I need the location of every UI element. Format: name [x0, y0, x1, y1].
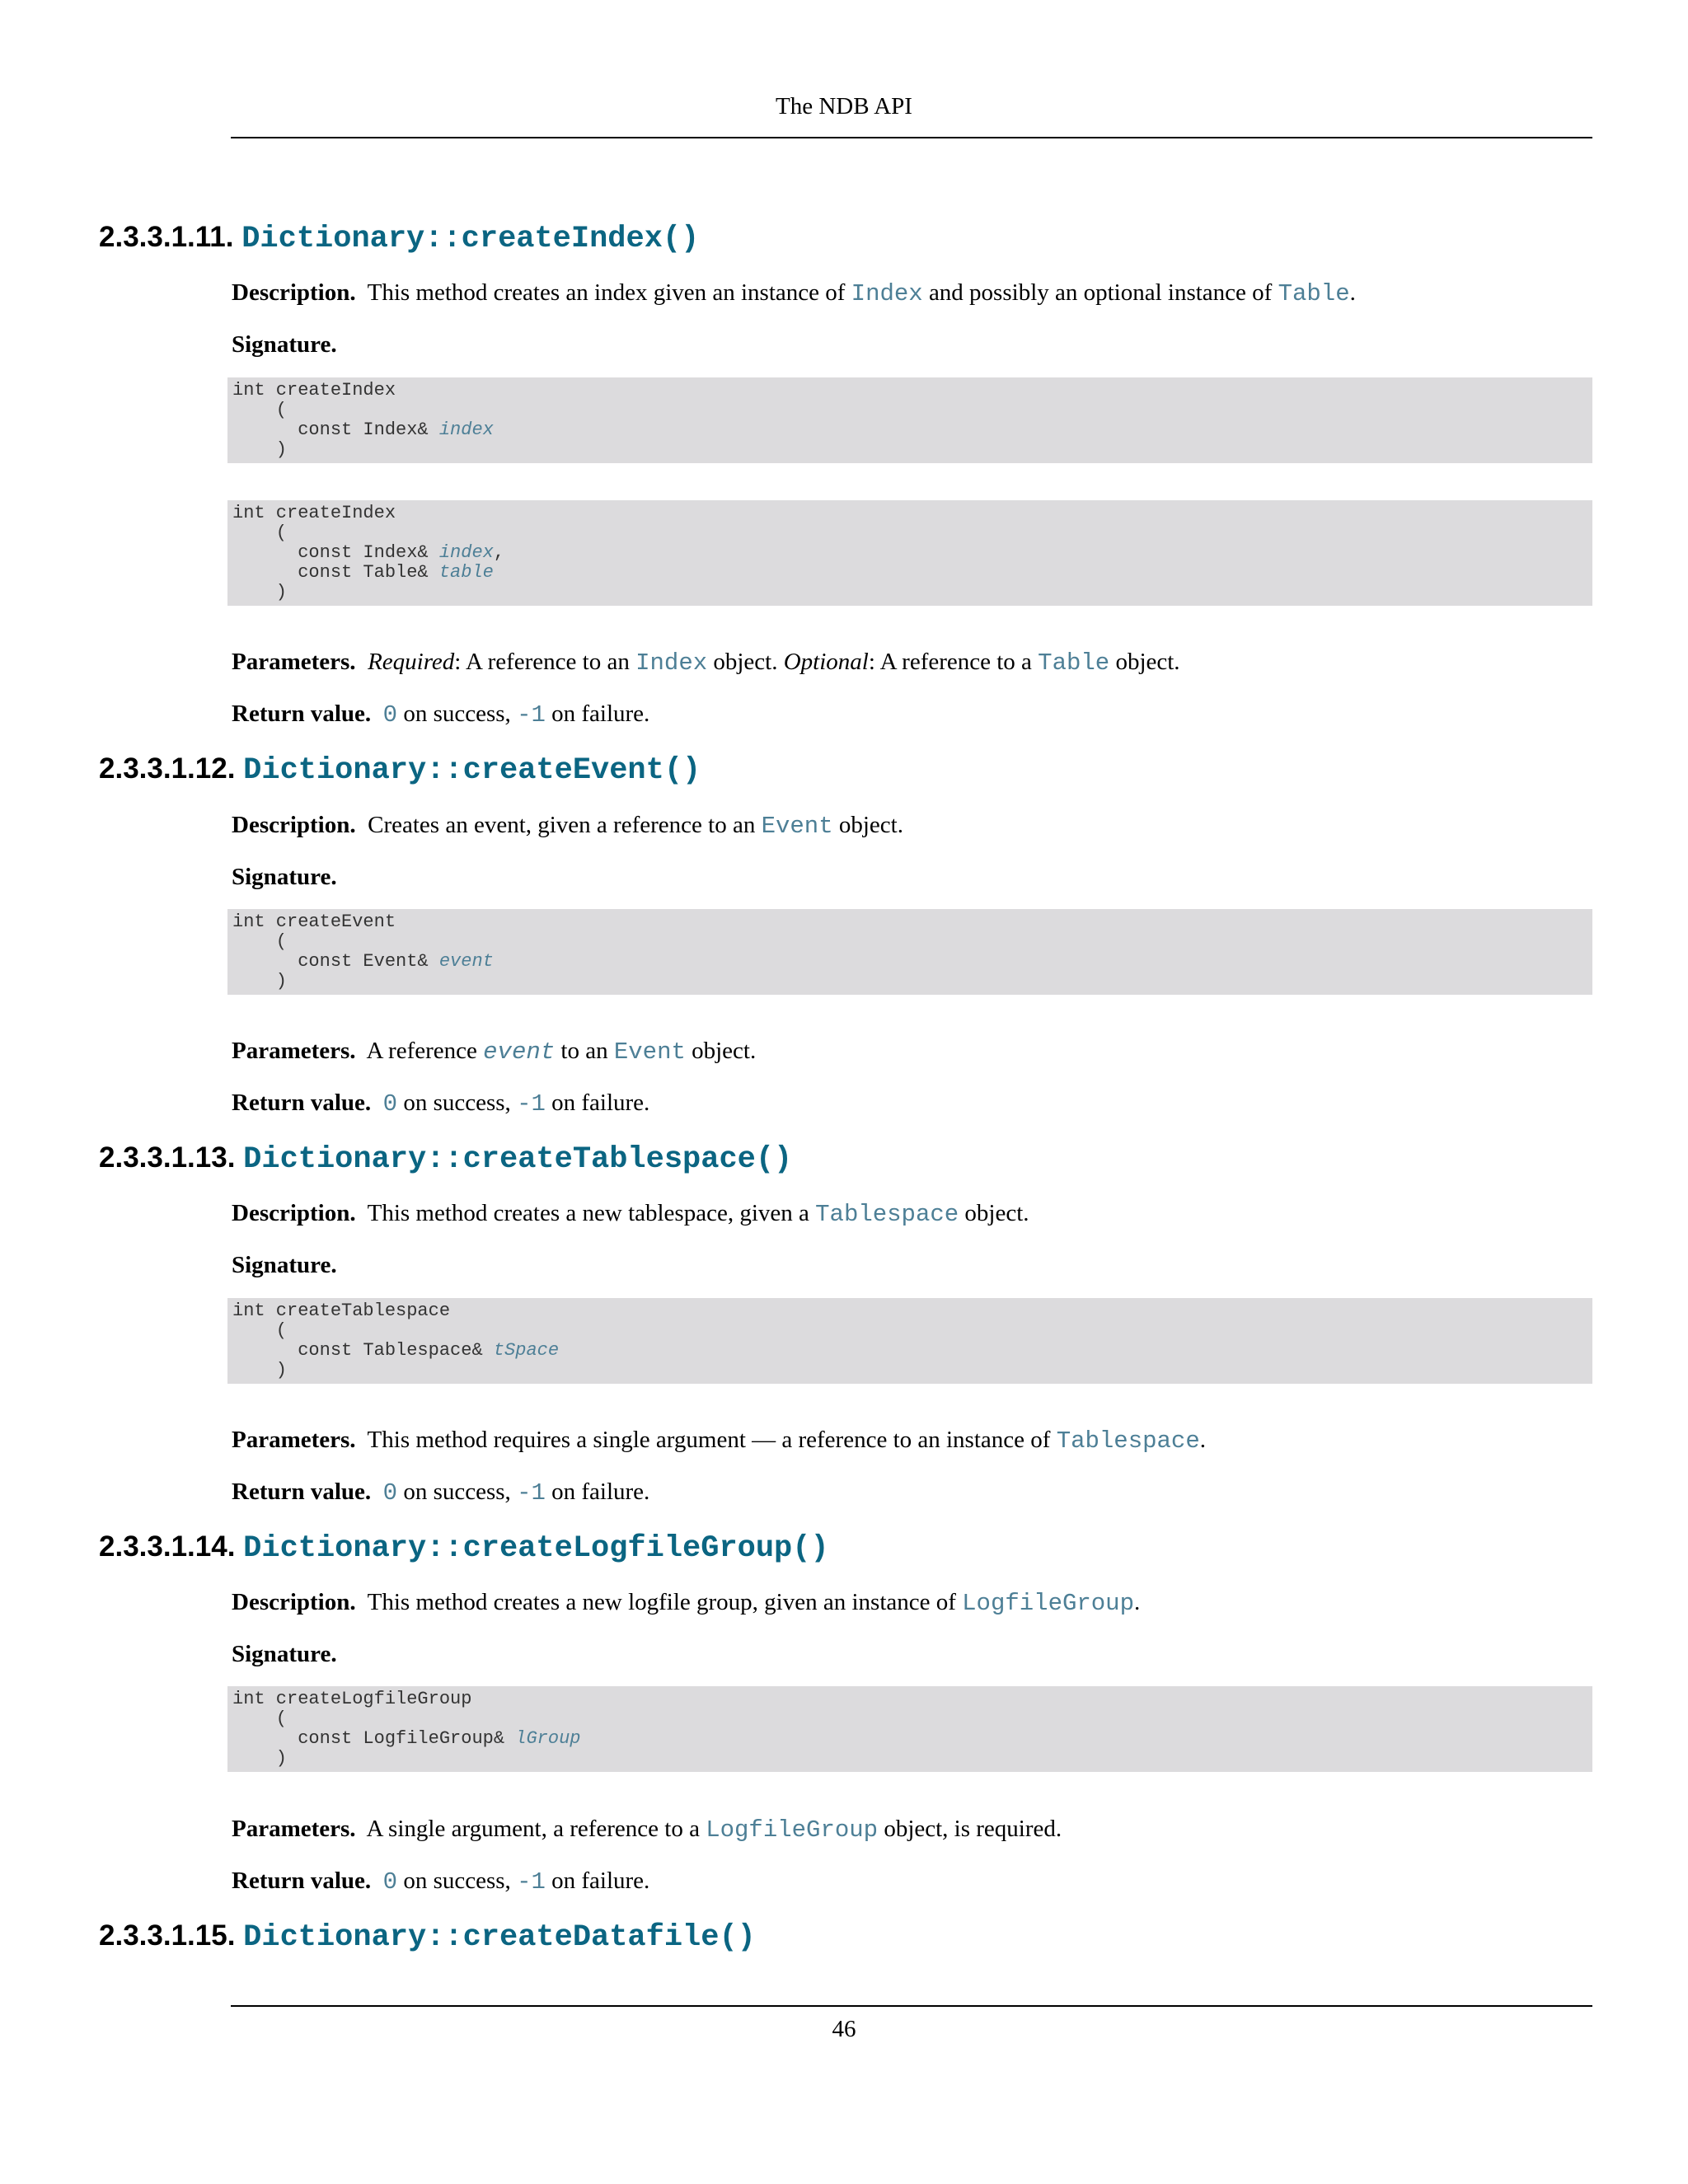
header-rule — [231, 137, 1592, 138]
section-heading-create-event — [99, 754, 701, 786]
tablespace-link[interactable]: Tablespace — [1056, 1427, 1200, 1455]
literal-zero: 0 — [382, 1479, 398, 1507]
parameters-paragraph — [232, 1815, 1062, 1845]
code-line: const Index& — [232, 542, 439, 563]
event-link[interactable]: Event — [761, 813, 833, 840]
param-name: lGroup — [515, 1728, 581, 1749]
text: on failure. — [545, 1868, 650, 1894]
code-line: ( — [232, 1320, 288, 1341]
text: object. — [707, 649, 784, 675]
section-heading-create-index — [99, 223, 699, 255]
text: object. — [1109, 649, 1180, 675]
code-line: const Table& — [232, 562, 439, 583]
literal-neg-one: -1 — [517, 1479, 546, 1507]
literal-zero: 0 — [382, 701, 398, 729]
text: Creates an event, given a reference to an — [368, 812, 762, 838]
return-value-label: Return value. — [232, 1479, 372, 1505]
return-value-paragraph — [232, 1089, 649, 1119]
code-line: ) — [232, 971, 288, 991]
return-value-paragraph — [232, 1867, 649, 1897]
parameters-label: Parameters. — [232, 1427, 356, 1453]
code-line: int createEvent — [232, 912, 396, 932]
code-line: ) — [232, 1360, 288, 1380]
text: on success, — [397, 1479, 518, 1505]
logfile-group-link[interactable]: LogfileGroup — [706, 1816, 879, 1844]
literal-neg-one: -1 — [517, 1868, 546, 1896]
parameters-label: Parameters. — [232, 1816, 356, 1842]
section-number: 2.3.3.1.15. — [99, 1919, 236, 1952]
code-line: const Event& — [232, 951, 439, 972]
section-number: 2.3.3.1.11. — [99, 221, 234, 253]
text: This method creates a new logfile group, given an instance of — [367, 1589, 963, 1615]
tablespace-link[interactable]: Tablespace — [815, 1201, 959, 1228]
parameters-label: Parameters. — [232, 1038, 356, 1064]
description-label: Description. — [232, 1200, 356, 1226]
return-value-label: Return value. — [232, 1090, 372, 1116]
code-line: ( — [232, 523, 288, 543]
code-line: ) — [232, 1748, 288, 1769]
param-name: event — [483, 1038, 556, 1066]
section-code-name: Dictionary::createTablespace() — [243, 1142, 793, 1177]
signature-block — [227, 1298, 1592, 1384]
table-link[interactable]: Table — [1278, 280, 1350, 307]
text: on success, — [397, 1868, 518, 1894]
code-line: ( — [232, 1708, 288, 1729]
text: This method creates an index given an instance of — [367, 279, 851, 306]
text: object, is required. — [878, 1816, 1062, 1842]
index-link[interactable]: Index — [635, 649, 708, 677]
description-paragraph — [232, 1199, 1029, 1230]
code-line: ) — [232, 582, 288, 602]
text: on failure. — [545, 1479, 650, 1505]
event-link[interactable]: Event — [613, 1038, 686, 1066]
description-paragraph — [232, 811, 903, 841]
index-link[interactable]: Index — [851, 280, 923, 307]
text: on success, — [397, 701, 518, 727]
code-line: const LogfileGroup& — [232, 1728, 516, 1749]
description-label: Description. — [232, 812, 356, 838]
signature-block — [227, 909, 1592, 995]
param-name: index — [438, 419, 494, 440]
section-heading-create-datafile — [99, 1921, 756, 1953]
text: . — [1134, 1589, 1141, 1615]
signature-block — [227, 377, 1592, 463]
code-line: int createIndex — [232, 503, 396, 523]
section-number: 2.3.3.1.12. — [99, 752, 236, 785]
text: . — [1349, 279, 1356, 306]
text: object. — [685, 1038, 757, 1064]
parameters-label: Parameters. — [232, 649, 356, 675]
text: A single argument, a reference to a — [366, 1816, 706, 1842]
page-number: 46 — [832, 2016, 856, 2042]
description-label: Description. — [232, 1589, 356, 1615]
signature-label — [232, 1640, 337, 1669]
parameters-paragraph — [232, 1037, 756, 1067]
text: : A reference to an — [454, 649, 636, 675]
parameters-paragraph — [232, 648, 1180, 678]
code-line: const Index& — [232, 419, 439, 440]
section-code-name: Dictionary::createEvent() — [243, 753, 701, 788]
signature-label — [232, 1251, 337, 1280]
logfile-group-link[interactable]: LogfileGroup — [962, 1590, 1134, 1617]
code-line: , — [493, 542, 505, 563]
return-value-paragraph — [232, 1478, 649, 1508]
text: to an — [555, 1038, 614, 1064]
signature-label — [232, 330, 337, 359]
param-name: table — [438, 562, 494, 583]
code-line: int createTablespace — [232, 1301, 451, 1321]
text: on failure. — [545, 701, 650, 727]
code-line: int createIndex — [232, 380, 396, 401]
text: Optional — [783, 649, 869, 675]
section-heading-create-logfile-group — [99, 1532, 829, 1564]
parameters-paragraph — [232, 1426, 1206, 1456]
code-line: const Tablespace& — [232, 1340, 494, 1361]
description-label: Description. — [232, 279, 356, 306]
param-name: event — [438, 951, 494, 972]
text: object. — [832, 812, 903, 838]
signature-label-text: Signature. — [232, 1641, 337, 1667]
signature-block — [227, 500, 1592, 606]
signature-block — [227, 1686, 1592, 1772]
signature-label-text: Signature. — [232, 1252, 337, 1278]
signature-label — [232, 863, 337, 892]
return-value-paragraph — [232, 700, 649, 730]
description-paragraph — [232, 279, 1356, 309]
section-code-name: Dictionary::createIndex() — [241, 222, 700, 256]
text: : A reference to a — [868, 649, 1039, 675]
text: on success, — [397, 1090, 518, 1116]
code-line: ( — [232, 931, 288, 952]
code-line: ( — [232, 400, 288, 420]
text: object. — [959, 1200, 1029, 1226]
footer-rule — [231, 2005, 1592, 2007]
text: A reference — [366, 1038, 484, 1064]
section-number: 2.3.3.1.14. — [99, 1530, 236, 1563]
param-name: tSpace — [493, 1340, 560, 1361]
text: Required — [368, 649, 455, 675]
return-value-label: Return value. — [232, 1868, 372, 1894]
literal-neg-one: -1 — [517, 1090, 546, 1118]
section-code-name: Dictionary::createDatafile() — [243, 1920, 756, 1955]
signature-label-text: Signature. — [232, 864, 337, 890]
table-link[interactable]: Table — [1038, 649, 1110, 677]
code-line: ) — [232, 439, 288, 460]
section-code-name: Dictionary::createLogfileGroup() — [243, 1531, 829, 1566]
header-title: The NDB API — [776, 93, 912, 120]
section-number: 2.3.3.1.13. — [99, 1141, 236, 1174]
section-heading-create-tablespace — [99, 1143, 792, 1175]
text: This method requires a single argument — a reference to an instance of — [367, 1427, 1057, 1453]
text: and possibly an optional instance of — [922, 279, 1278, 306]
literal-zero: 0 — [382, 1090, 398, 1118]
param-name: index — [438, 542, 494, 563]
literal-zero: 0 — [382, 1868, 398, 1896]
return-value-label: Return value. — [232, 701, 372, 727]
text: This method creates a new tablespace, given a — [367, 1200, 816, 1226]
text: on failure. — [545, 1090, 650, 1116]
text: . — [1199, 1427, 1206, 1453]
code-line: int createLogfileGroup — [232, 1689, 472, 1709]
description-paragraph — [232, 1588, 1140, 1619]
literal-neg-one: -1 — [517, 701, 546, 729]
signature-label-text: Signature. — [232, 331, 337, 358]
